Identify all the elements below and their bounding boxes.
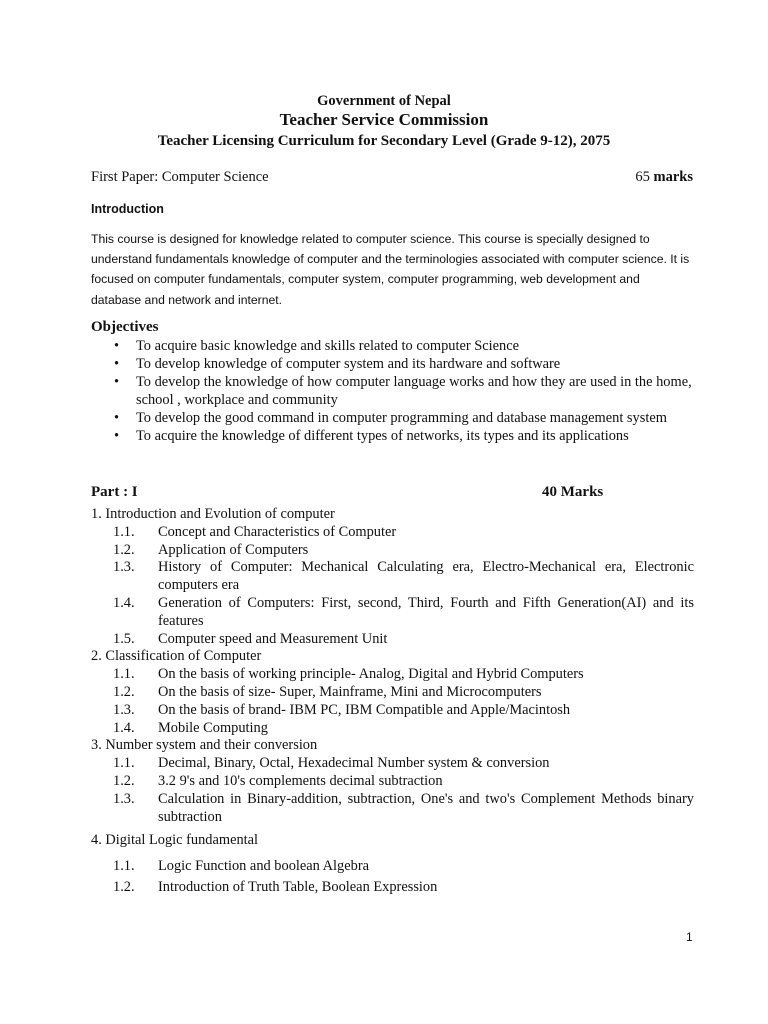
section-title: 4. Digital Logic fundamental xyxy=(91,832,259,849)
subtopic-item xyxy=(91,595,694,631)
objective-text: To develop the good command in computer programming and database management system xyxy=(136,410,667,426)
subtopic-item xyxy=(91,666,694,684)
objective-text: To acquire basic knowledge and skills related to computer Science xyxy=(136,338,520,354)
subtopic-text: 3.2 9's and 10's complements decimal subtraction xyxy=(158,772,443,789)
paper-marks-label: marks xyxy=(653,169,693,185)
subtopic-number: 1.1. xyxy=(113,755,135,772)
part-row xyxy=(91,483,651,501)
header-commission: Teacher Service Commission xyxy=(279,110,489,129)
bullet-icon: • xyxy=(114,410,120,426)
subtopic-item xyxy=(91,702,694,720)
bullet-icon: • xyxy=(114,356,120,372)
subtopic-text: Decimal, Binary, Octal, Hexadecimal Number system & conversion xyxy=(158,755,550,772)
subtopic-item xyxy=(91,542,694,560)
bullet-icon: • xyxy=(114,374,120,390)
subtopic-number: 1.3. xyxy=(113,790,135,807)
subtopic-item xyxy=(91,791,694,827)
objective-item xyxy=(91,427,693,445)
subtopic-item xyxy=(91,755,694,773)
subtopic-text: On the basis of brand- IBM PC, IBM Compatible and Apple/Macintosh xyxy=(158,701,571,718)
subtopic-text: Introduction of Truth Table, Boolean Expression xyxy=(158,878,438,895)
subtopic-text: Application of Computers xyxy=(158,541,309,558)
paper-row xyxy=(91,168,693,186)
objective-text: To develop knowledge of computer system and its hardware and software xyxy=(136,356,561,372)
subtopic-text: Concept and Characteristics of Computer xyxy=(158,523,397,540)
header-curriculum-title: Teacher Licensing Curriculum for Secondary Level (Grade 9-12), 2075 xyxy=(157,133,611,149)
subtopic-number: 1.1. xyxy=(113,523,135,540)
objectives-heading: Objectives xyxy=(91,319,159,335)
header-government: Government of Nepal xyxy=(317,93,451,109)
subtopic-number: 1.3. xyxy=(113,701,135,718)
subtopic-number: 1.1. xyxy=(113,666,135,683)
objective-item xyxy=(91,409,693,427)
subtopic-text: History of Computer: Mechanical Calculating era, Electro-Mechanical era, Electronic computers era xyxy=(158,559,694,594)
section-title: 2. Classification of Computer xyxy=(91,648,262,665)
paper-marks xyxy=(635,168,693,186)
objectives-list xyxy=(91,337,693,445)
subtopic-number: 1.2. xyxy=(113,683,135,700)
introduction-heading: Introduction xyxy=(91,202,164,216)
subtopic-item xyxy=(91,879,694,897)
subtopic-text: Logic Function and boolean Algebra xyxy=(158,858,370,875)
subtopic-item xyxy=(91,720,694,738)
objective-item xyxy=(91,337,693,355)
part-title: Part : I xyxy=(91,484,138,500)
section-title: 3. Number system and their conversion xyxy=(91,737,318,754)
subtopic-number: 1.2. xyxy=(113,541,135,558)
subtopic-text: Computer speed and Measurement Unit xyxy=(158,630,388,647)
page-number: 1 xyxy=(686,930,693,944)
subtopic-text: Generation of Computers: First, second, Third, Fourth and Fifth Generation(AI) and its features xyxy=(158,594,694,629)
subtopic-number: 1.2. xyxy=(113,878,135,895)
section-introduction-evolution xyxy=(91,506,694,648)
syllabus-sections xyxy=(91,506,694,900)
subtopic-number: 1.2. xyxy=(113,772,135,789)
document-header xyxy=(0,92,768,152)
subtopic-item xyxy=(91,858,694,876)
paper-title: First Paper: Computer Science xyxy=(91,169,269,185)
subtopic-item xyxy=(91,773,694,791)
section-classification xyxy=(91,648,694,737)
bullet-icon: • xyxy=(114,428,120,444)
subtopic-item xyxy=(91,684,694,702)
subtopic-number: 1.3. xyxy=(113,559,135,576)
subtopic-text: On the basis of size- Super, Mainframe, Mini and Microcomputers xyxy=(158,683,542,700)
subtopic-number: 1.5. xyxy=(113,630,135,647)
section-title: 1. Introduction and Evolution of computer xyxy=(91,506,335,522)
part-marks: 40 Marks xyxy=(542,484,604,500)
subtopic-item xyxy=(91,524,694,542)
introduction-text: This course is designed for knowledge related to computer science. This course is specially designed to understand fundamentals knowledge of computer and the terminologies associated with computer science. It is focused on computer fundamentals, computer system, computer programming, web development and database and network and internet. xyxy=(91,232,690,307)
subtopic-item xyxy=(91,559,694,595)
bullet-icon: • xyxy=(114,338,120,354)
subtopic-item xyxy=(91,631,694,649)
subtopic-text: On the basis of working principle- Analog, Digital and Hybrid Computers xyxy=(158,666,584,683)
section-number-system xyxy=(91,737,694,826)
subtopic-number: 1.1. xyxy=(113,858,135,875)
section-digital-logic xyxy=(91,832,694,896)
subtopic-text: Calculation in Binary-addition, subtraction, One's and two's Complement Methods binary subtraction xyxy=(158,790,694,825)
subtopic-number: 1.4. xyxy=(113,594,135,611)
objective-item xyxy=(91,373,693,409)
subtopic-text: Mobile Computing xyxy=(158,719,268,736)
objective-text: To develop the knowledge of how computer language works and how they are used in the home, school , workplace and community xyxy=(136,374,692,408)
subtopic-number: 1.4. xyxy=(113,719,135,736)
objective-text: To acquire the knowledge of different types of networks, its types and its applications xyxy=(136,428,629,444)
paper-marks-value: 65 xyxy=(635,169,650,185)
objective-item xyxy=(91,355,693,373)
